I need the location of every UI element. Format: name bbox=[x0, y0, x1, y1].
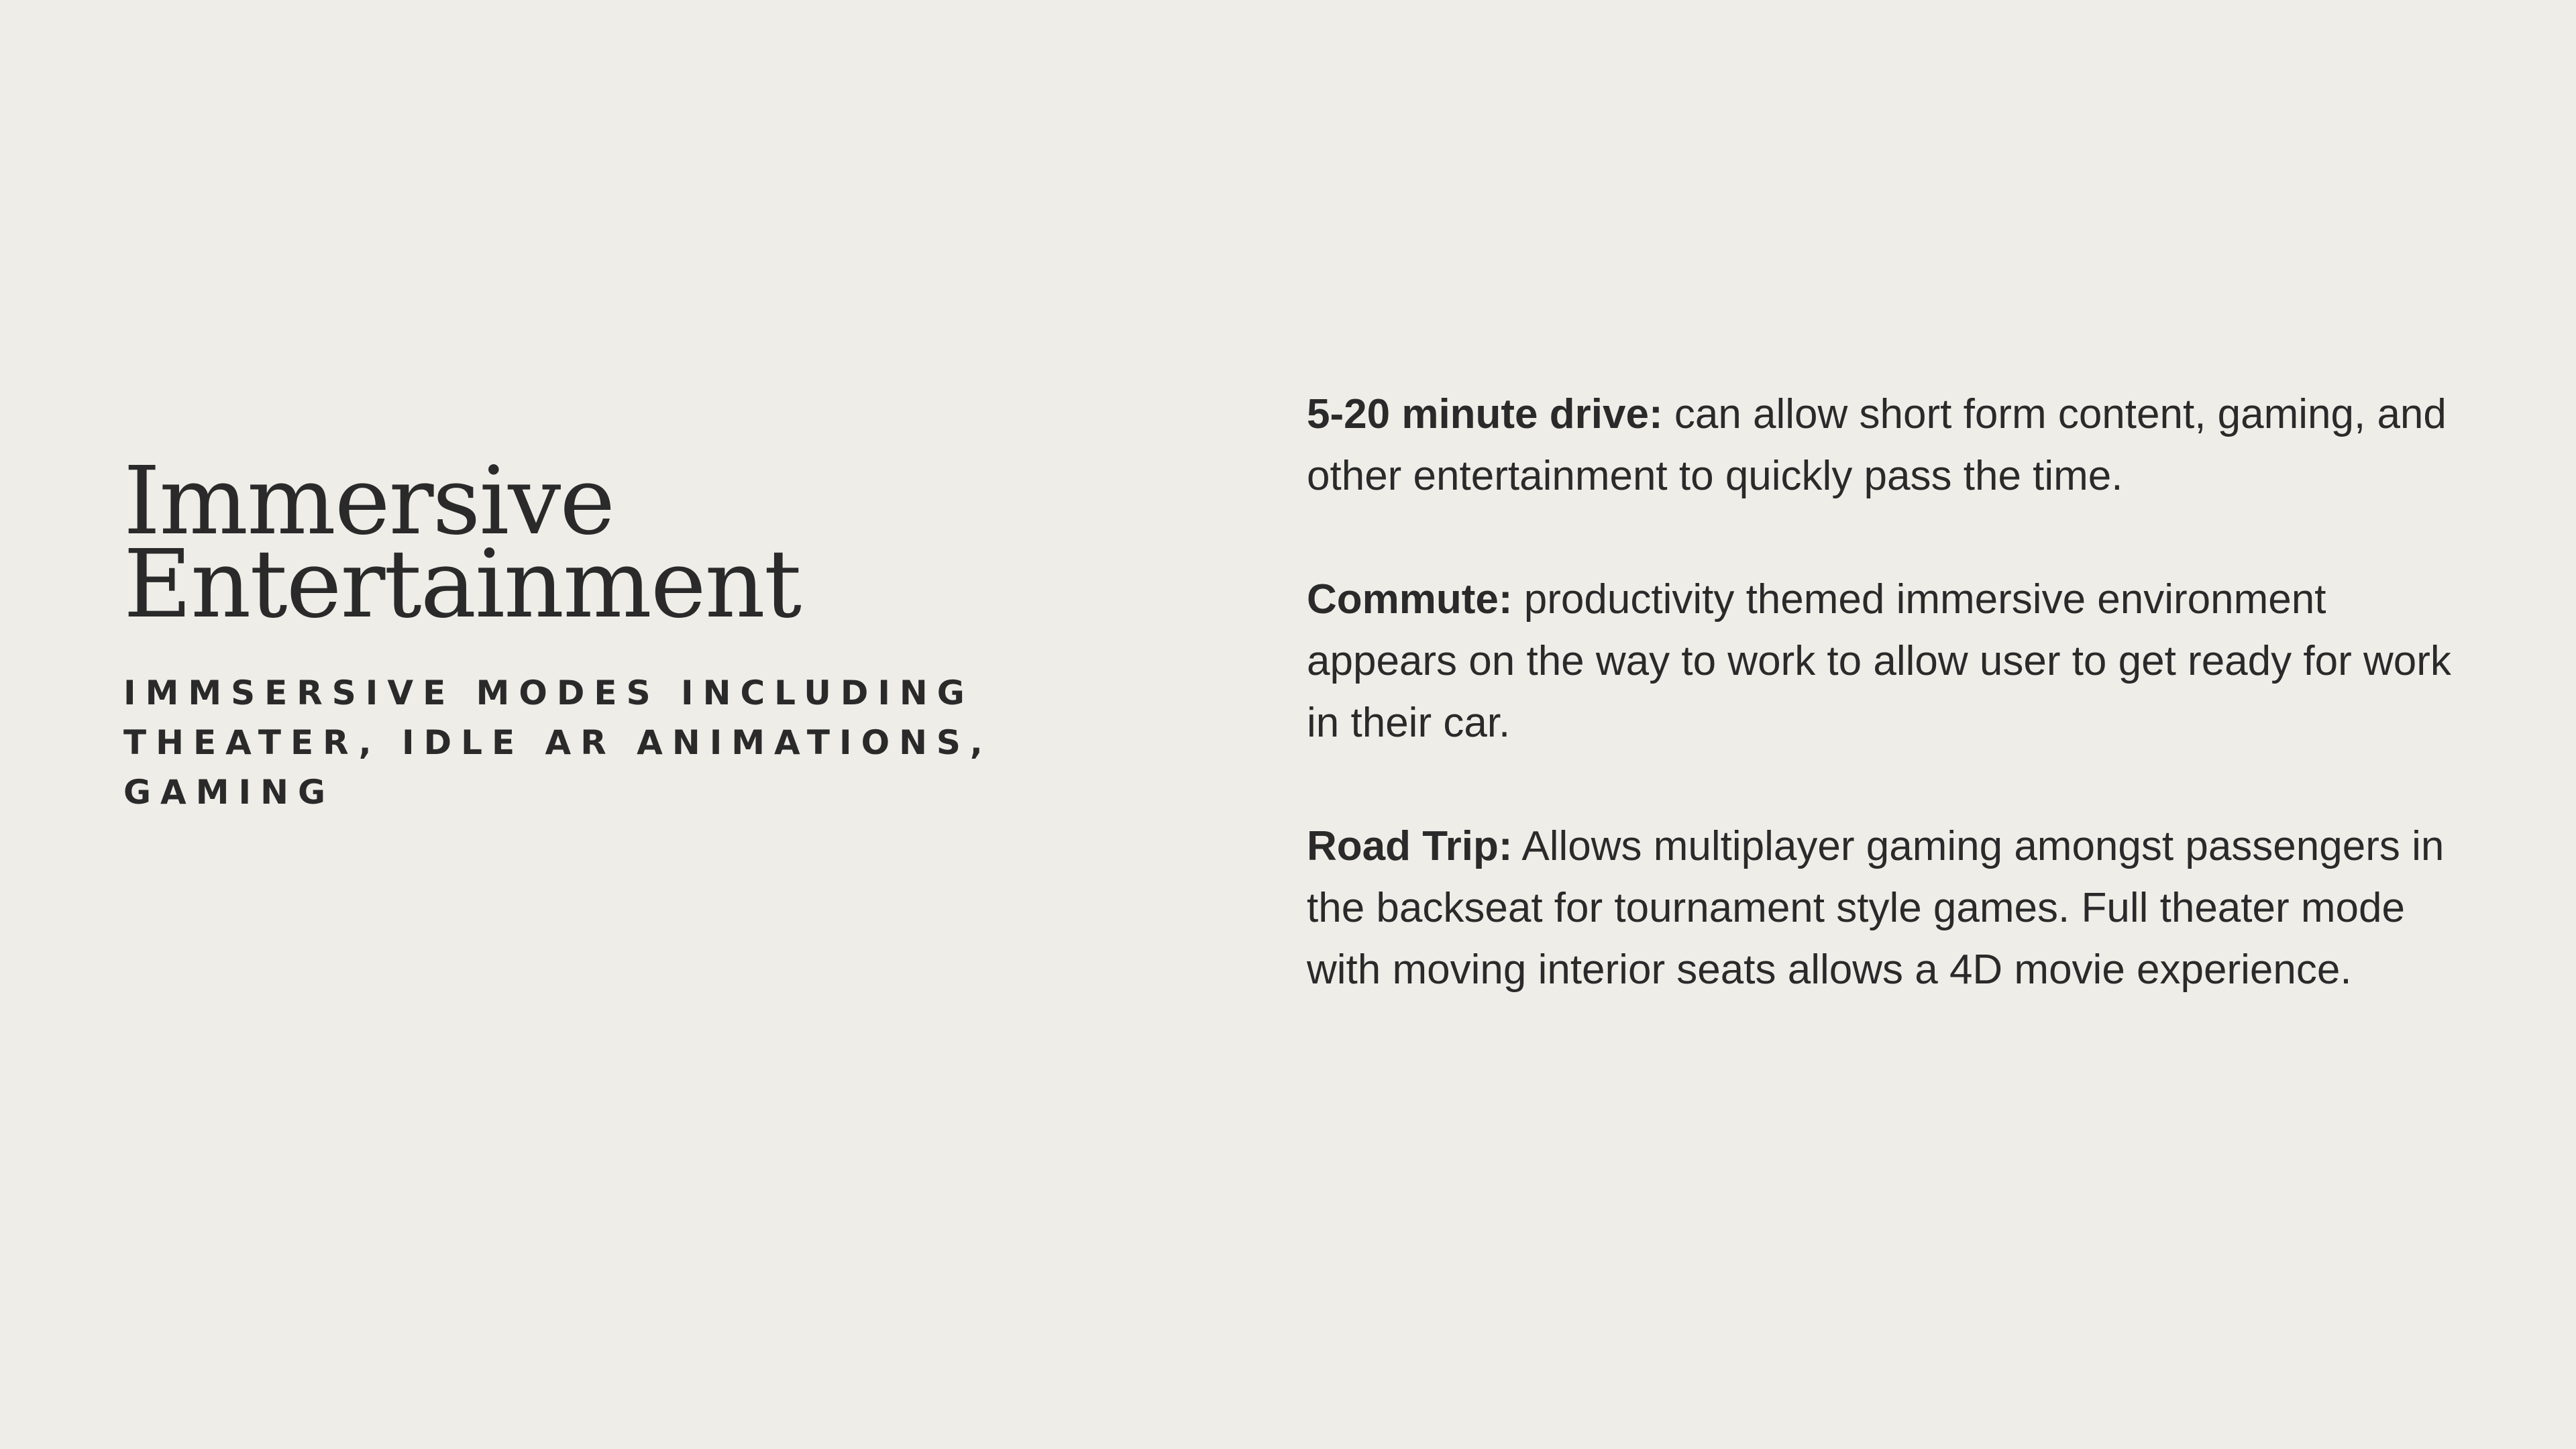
section-road-trip bbox=[1307, 816, 2461, 1001]
slide-subtitle: IMMSERSIVE MODES INCLUDING THEATER, IDLE AR ANIMATIONS, GAMING bbox=[123, 674, 992, 812]
section-label: Commute: bbox=[1307, 576, 1513, 623]
section-label: Road Trip: bbox=[1307, 823, 1513, 869]
slide-title bbox=[123, 447, 1170, 639]
title-line-2: Entertainment bbox=[123, 530, 801, 639]
section-short-drive bbox=[1307, 384, 2461, 507]
section-text: can allow short form content, gaming, and other entertainment to quickly pass the time. bbox=[1307, 391, 2447, 499]
title-line-1: Immersive bbox=[123, 447, 614, 556]
title-block bbox=[123, 447, 1170, 817]
section-commute bbox=[1307, 569, 2461, 754]
section-label: 5-20 minute drive: bbox=[1307, 391, 1663, 437]
section-text: productivity themed immersive environment appears on the way to work to allow user to get ready for work in their car. bbox=[1307, 576, 2451, 746]
section-text: Allows multiplayer gaming amongst passengers in the backseat for tournament style games. Full theater mode with moving interior seats allows a 4D movie experience. bbox=[1307, 823, 2445, 993]
description-block bbox=[1307, 384, 2461, 1063]
